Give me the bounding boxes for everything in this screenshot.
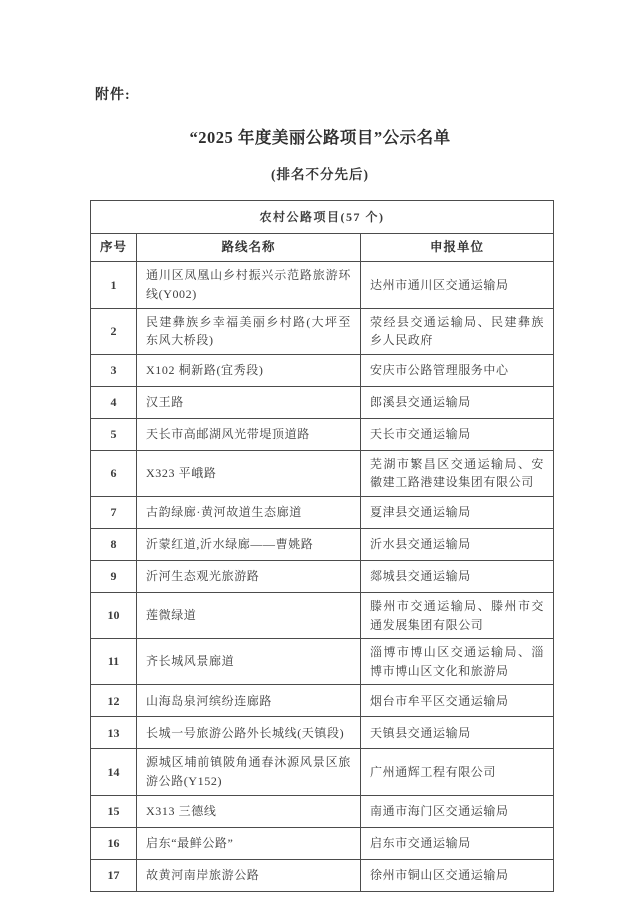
table-row xyxy=(91,749,554,795)
column-header-row xyxy=(91,234,554,262)
row-no: 10 xyxy=(91,592,137,638)
row-no: 3 xyxy=(91,354,137,386)
row-route: 莲微绿道 xyxy=(137,592,361,638)
section-header-row xyxy=(91,201,554,234)
page-subtitle: (排名不分先后) xyxy=(271,167,369,182)
row-route: 古韵绿廊·黄河故道生态廊道 xyxy=(137,496,361,528)
projects-table xyxy=(90,200,554,892)
row-route: 长城一号旅游公路外长城线(天镇段) xyxy=(137,717,361,749)
row-no: 9 xyxy=(91,560,137,592)
table-row xyxy=(91,354,554,386)
row-unit: 南通市海门区交通运输局 xyxy=(361,795,554,827)
table-row xyxy=(91,418,554,450)
row-no: 8 xyxy=(91,528,137,560)
row-route: 汉王路 xyxy=(137,386,361,418)
table-row xyxy=(91,795,554,827)
row-route: 民建彝族乡幸福美丽乡村路(大坪至东风大桥段) xyxy=(137,308,361,354)
row-no: 14 xyxy=(91,749,137,795)
row-unit: 安庆市公路管理服务中心 xyxy=(361,354,554,386)
row-no: 17 xyxy=(91,859,137,891)
row-route: 通川区凤凰山乡村振兴示范路旅游环线(Y002) xyxy=(137,262,361,308)
row-route: 山海岛泉河缤纷连廊路 xyxy=(137,685,361,717)
table-row xyxy=(91,592,554,638)
row-no: 15 xyxy=(91,795,137,827)
table-row xyxy=(91,450,554,496)
table-row xyxy=(91,528,554,560)
row-no: 4 xyxy=(91,386,137,418)
table-row xyxy=(91,262,554,308)
row-no: 11 xyxy=(91,639,137,685)
row-no: 13 xyxy=(91,717,137,749)
page-title: “2025 年度美丽公路项目”公示名单 xyxy=(189,128,451,147)
row-route: 故黄河南岸旅游公路 xyxy=(137,859,361,891)
row-no: 16 xyxy=(91,827,137,859)
row-unit: 烟台市牟平区交通运输局 xyxy=(361,685,554,717)
column-header-route: 路线名称 xyxy=(137,234,361,262)
row-unit: 天镇县交通运输局 xyxy=(361,717,554,749)
row-no: 5 xyxy=(91,418,137,450)
row-unit: 荥经县交通运输局、民建彝族乡人民政府 xyxy=(361,308,554,354)
row-no: 6 xyxy=(91,450,137,496)
row-unit: 广州通辉工程有限公司 xyxy=(361,749,554,795)
table-row xyxy=(91,386,554,418)
table-body xyxy=(91,262,554,891)
table-row xyxy=(91,308,554,354)
row-route: 沂蒙红道,沂水绿廊——曹姚路 xyxy=(137,528,361,560)
attachment-label: 附件: xyxy=(95,88,131,103)
table-row xyxy=(91,827,554,859)
row-unit: 达州市通川区交通运输局 xyxy=(361,262,554,308)
row-route: X102 桐新路(宜秀段) xyxy=(137,354,361,386)
row-no: 7 xyxy=(91,496,137,528)
row-route: 沂河生态观光旅游路 xyxy=(137,560,361,592)
row-unit: 郯城县交通运输局 xyxy=(361,560,554,592)
row-no: 2 xyxy=(91,308,137,354)
row-route: 天长市高邮湖风光带堤顶道路 xyxy=(137,418,361,450)
row-route: 启东“最鲜公路” xyxy=(137,827,361,859)
table-section-header: 农村公路项目(57 个) xyxy=(91,201,554,234)
row-no: 1 xyxy=(91,262,137,308)
row-route: 源城区埔前镇陂角通春沐源风景区旅游公路(Y152) xyxy=(137,749,361,795)
table-row xyxy=(91,639,554,685)
row-no: 12 xyxy=(91,685,137,717)
table-row xyxy=(91,560,554,592)
row-unit: 沂水县交通运输局 xyxy=(361,528,554,560)
table-row xyxy=(91,859,554,891)
row-unit: 夏津县交通运输局 xyxy=(361,496,554,528)
table-row xyxy=(91,685,554,717)
row-unit: 滕州市交通运输局、滕州市交通发展集团有限公司 xyxy=(361,592,554,638)
row-route: 齐长城风景廊道 xyxy=(137,639,361,685)
table-row xyxy=(91,717,554,749)
row-unit: 徐州市铜山区交通运输局 xyxy=(361,859,554,891)
row-route: X323 平峨路 xyxy=(137,450,361,496)
row-unit: 天长市交通运输局 xyxy=(361,418,554,450)
row-route: X313 三德线 xyxy=(137,795,361,827)
table-row xyxy=(91,496,554,528)
row-unit: 郎溪县交通运输局 xyxy=(361,386,554,418)
column-header-unit: 申报单位 xyxy=(361,234,554,262)
row-unit: 启东市交通运输局 xyxy=(361,827,554,859)
row-unit: 淄博市博山区交通运输局、淄博市博山区文化和旅游局 xyxy=(361,639,554,685)
column-header-no: 序号 xyxy=(91,234,137,262)
row-unit: 芜湖市繁昌区交通运输局、安徽建工路港建设集团有限公司 xyxy=(361,450,554,496)
